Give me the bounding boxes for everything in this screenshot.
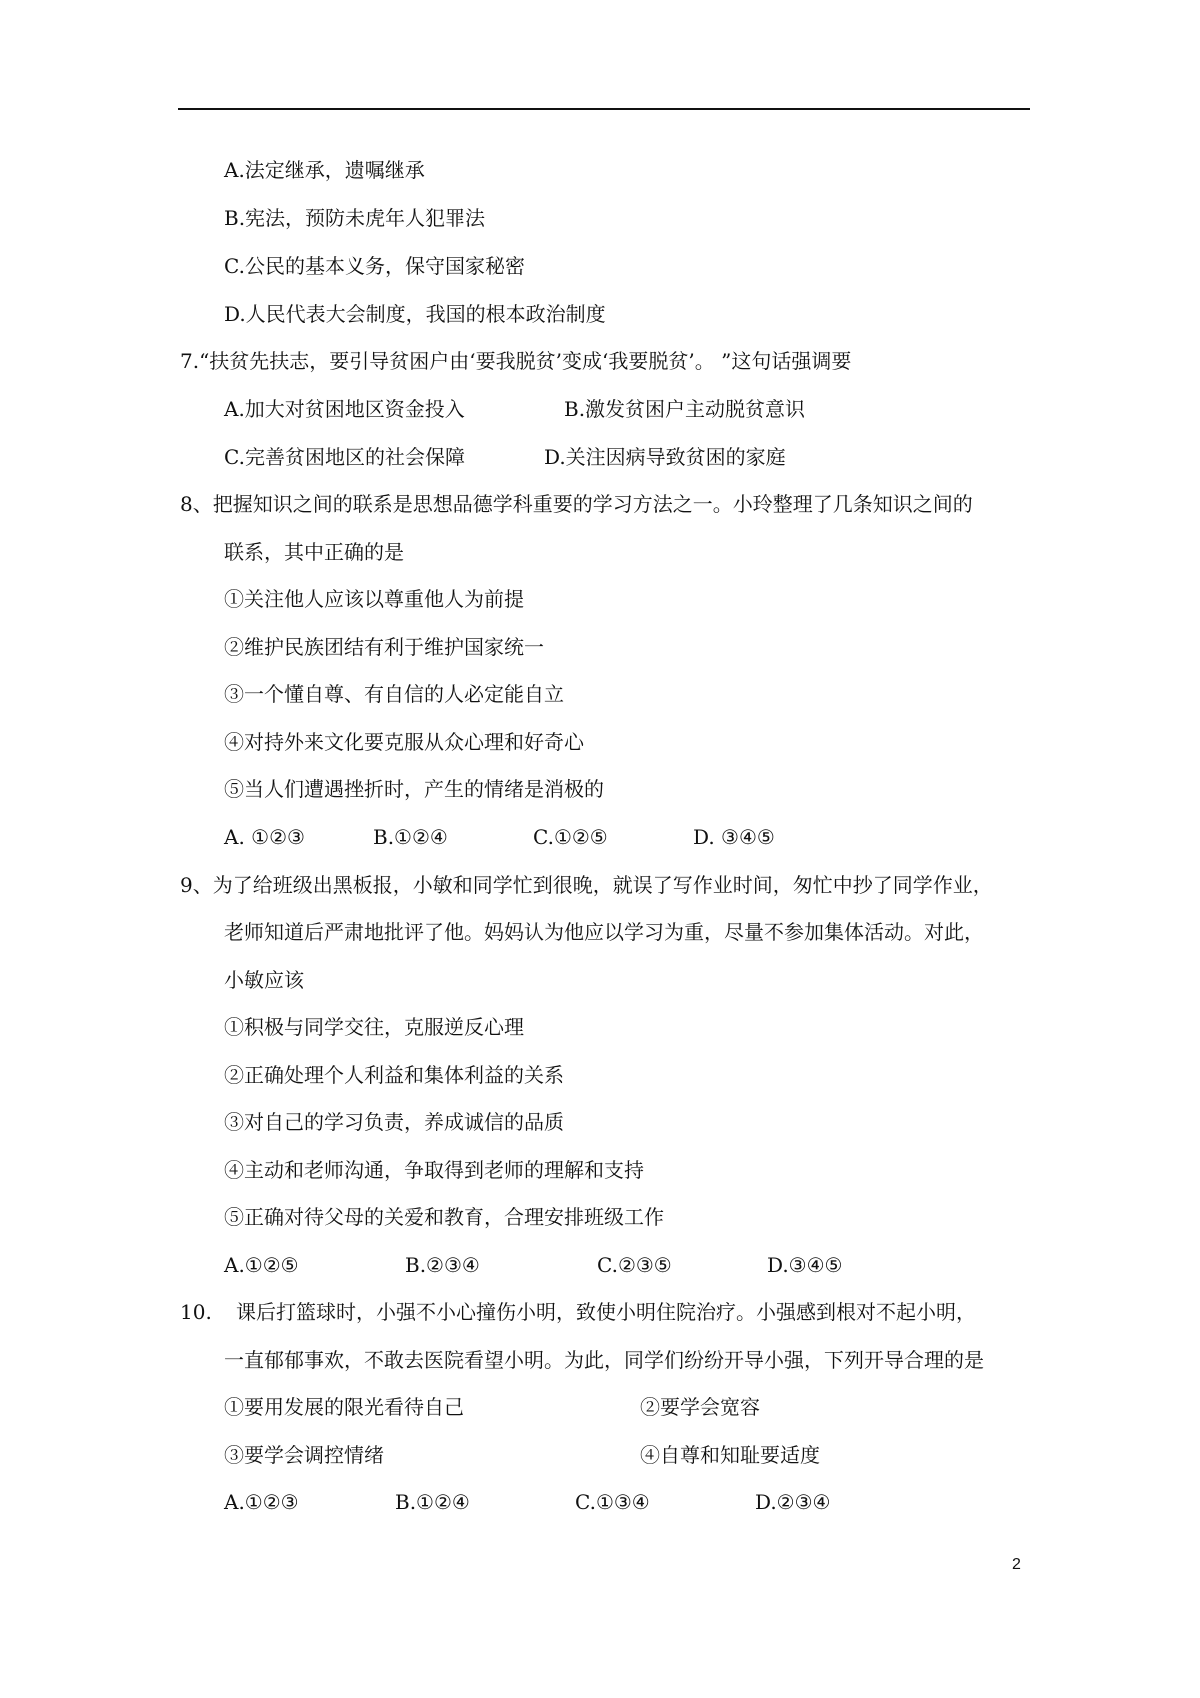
q9-item-2: ②正确处理个人利益和集体利益的关系 — [224, 1063, 564, 1087]
q10-number: 10. — [180, 1300, 212, 1324]
q9-item-3: ③对自己的学习负责，养成诚信的品质 — [224, 1110, 564, 1134]
q9-item-5: ⑤正确对待父母的关爱和教育，合理安排班级工作 — [224, 1205, 664, 1229]
q7-option-a: A.加大对贫困地区资金投入 — [224, 397, 465, 421]
q8-item-3: ③一个懂自尊、有自信的人必定能自立 — [224, 682, 564, 706]
q8-item-1: ①关注他人应该以尊重他人为前提 — [224, 587, 524, 611]
q8-option-d: D. ③④⑤ — [693, 825, 775, 849]
q10-stem-line-2: 一直郁郁事欢，不敢去医院看望小明。为此，同学们纷纷开导小强，下列开导合理的是 — [224, 1348, 984, 1372]
q8-option-a: A. ①②③ — [224, 825, 305, 849]
q8-item-2: ②维护民族团结有利于维护国家统一 — [224, 635, 544, 659]
q8-item-5: ⑤当人们遭遇挫折时，产生的情绪是消极的 — [224, 777, 604, 801]
q9-option-a: A.①②⑤ — [224, 1253, 299, 1277]
q10-stem-line-1: 课后打篮球时，小强不小心撞伤小明，致使小明住院治疗。小强感到根对不起小明， — [236, 1300, 976, 1324]
q10-item-1: ①要用发展的限光看待自己 — [224, 1395, 464, 1419]
q8-item-4: ④对持外来文化要克服从众心理和好奇心 — [224, 730, 584, 754]
q6-option-d: D.人民代表大会制度，我国的根本政治制度 — [224, 302, 606, 326]
q6-option-a: A.法定继承，遗嘱继承 — [224, 158, 425, 182]
q8-option-b: B.①②④ — [373, 825, 448, 849]
q10-item-2: ②要学会宽容 — [640, 1395, 760, 1419]
q9-option-d: D.③④⑤ — [767, 1253, 843, 1277]
q10-option-d: D.②③④ — [755, 1490, 831, 1514]
q6-option-b: B.宪法，预防未虎年人犯罪法 — [224, 206, 486, 230]
q8-stem-line-1: 8、把握知识之间的联系是思想品德学科重要的学习方法之一。小玲整理了几条知识之间的 — [180, 492, 973, 516]
q10-option-b: B.①②④ — [395, 1490, 470, 1514]
q10-item-3: ③要学会调控情绪 — [224, 1443, 384, 1467]
q6-option-c: C.公民的基本义务，保守国家秘密 — [224, 254, 525, 278]
q9-option-b: B.②③④ — [405, 1253, 480, 1277]
page-number: 2 — [1012, 1556, 1021, 1573]
q7-option-b: B.激发贫困户主动脱贫意识 — [564, 397, 806, 421]
q8-option-c: C.①②⑤ — [533, 825, 608, 849]
q9-option-c: C.②③⑤ — [597, 1253, 672, 1277]
q10-option-a: A.①②③ — [224, 1490, 299, 1514]
q7-option-c: C.完善贫困地区的社会保障 — [224, 445, 465, 469]
q7-stem: 7.“扶贫先扶志，要引导贫困户由‘要我脱贫’变成‘我要脱贫’。 ”这句话强调要 — [180, 349, 852, 373]
q9-item-1: ①积极与同学交往，克服逆反心理 — [224, 1015, 524, 1039]
q10-option-c: C.①③④ — [575, 1490, 650, 1514]
q8-stem-line-2: 联系，其中正确的是 — [224, 540, 404, 564]
header-rule — [178, 108, 1030, 110]
q9-stem-line-1: 9、为了给班级出黑板报，小敏和同学忙到很晚，就误了写作业时间，匆忙中抄了同学作业， — [180, 873, 993, 897]
q9-item-4: ④主动和老师沟通，争取得到老师的理解和支持 — [224, 1158, 644, 1182]
q7-option-d: D.关注因病导致贫困的家庭 — [544, 445, 786, 469]
q10-item-4: ④自尊和知耻要适度 — [640, 1443, 820, 1467]
q9-stem-line-3: 小敏应该 — [224, 968, 304, 992]
q9-stem-line-2: 老师知道后严肃地批评了他。妈妈认为他应以学习为重，尽量不参加集体活动。对此， — [224, 920, 984, 944]
